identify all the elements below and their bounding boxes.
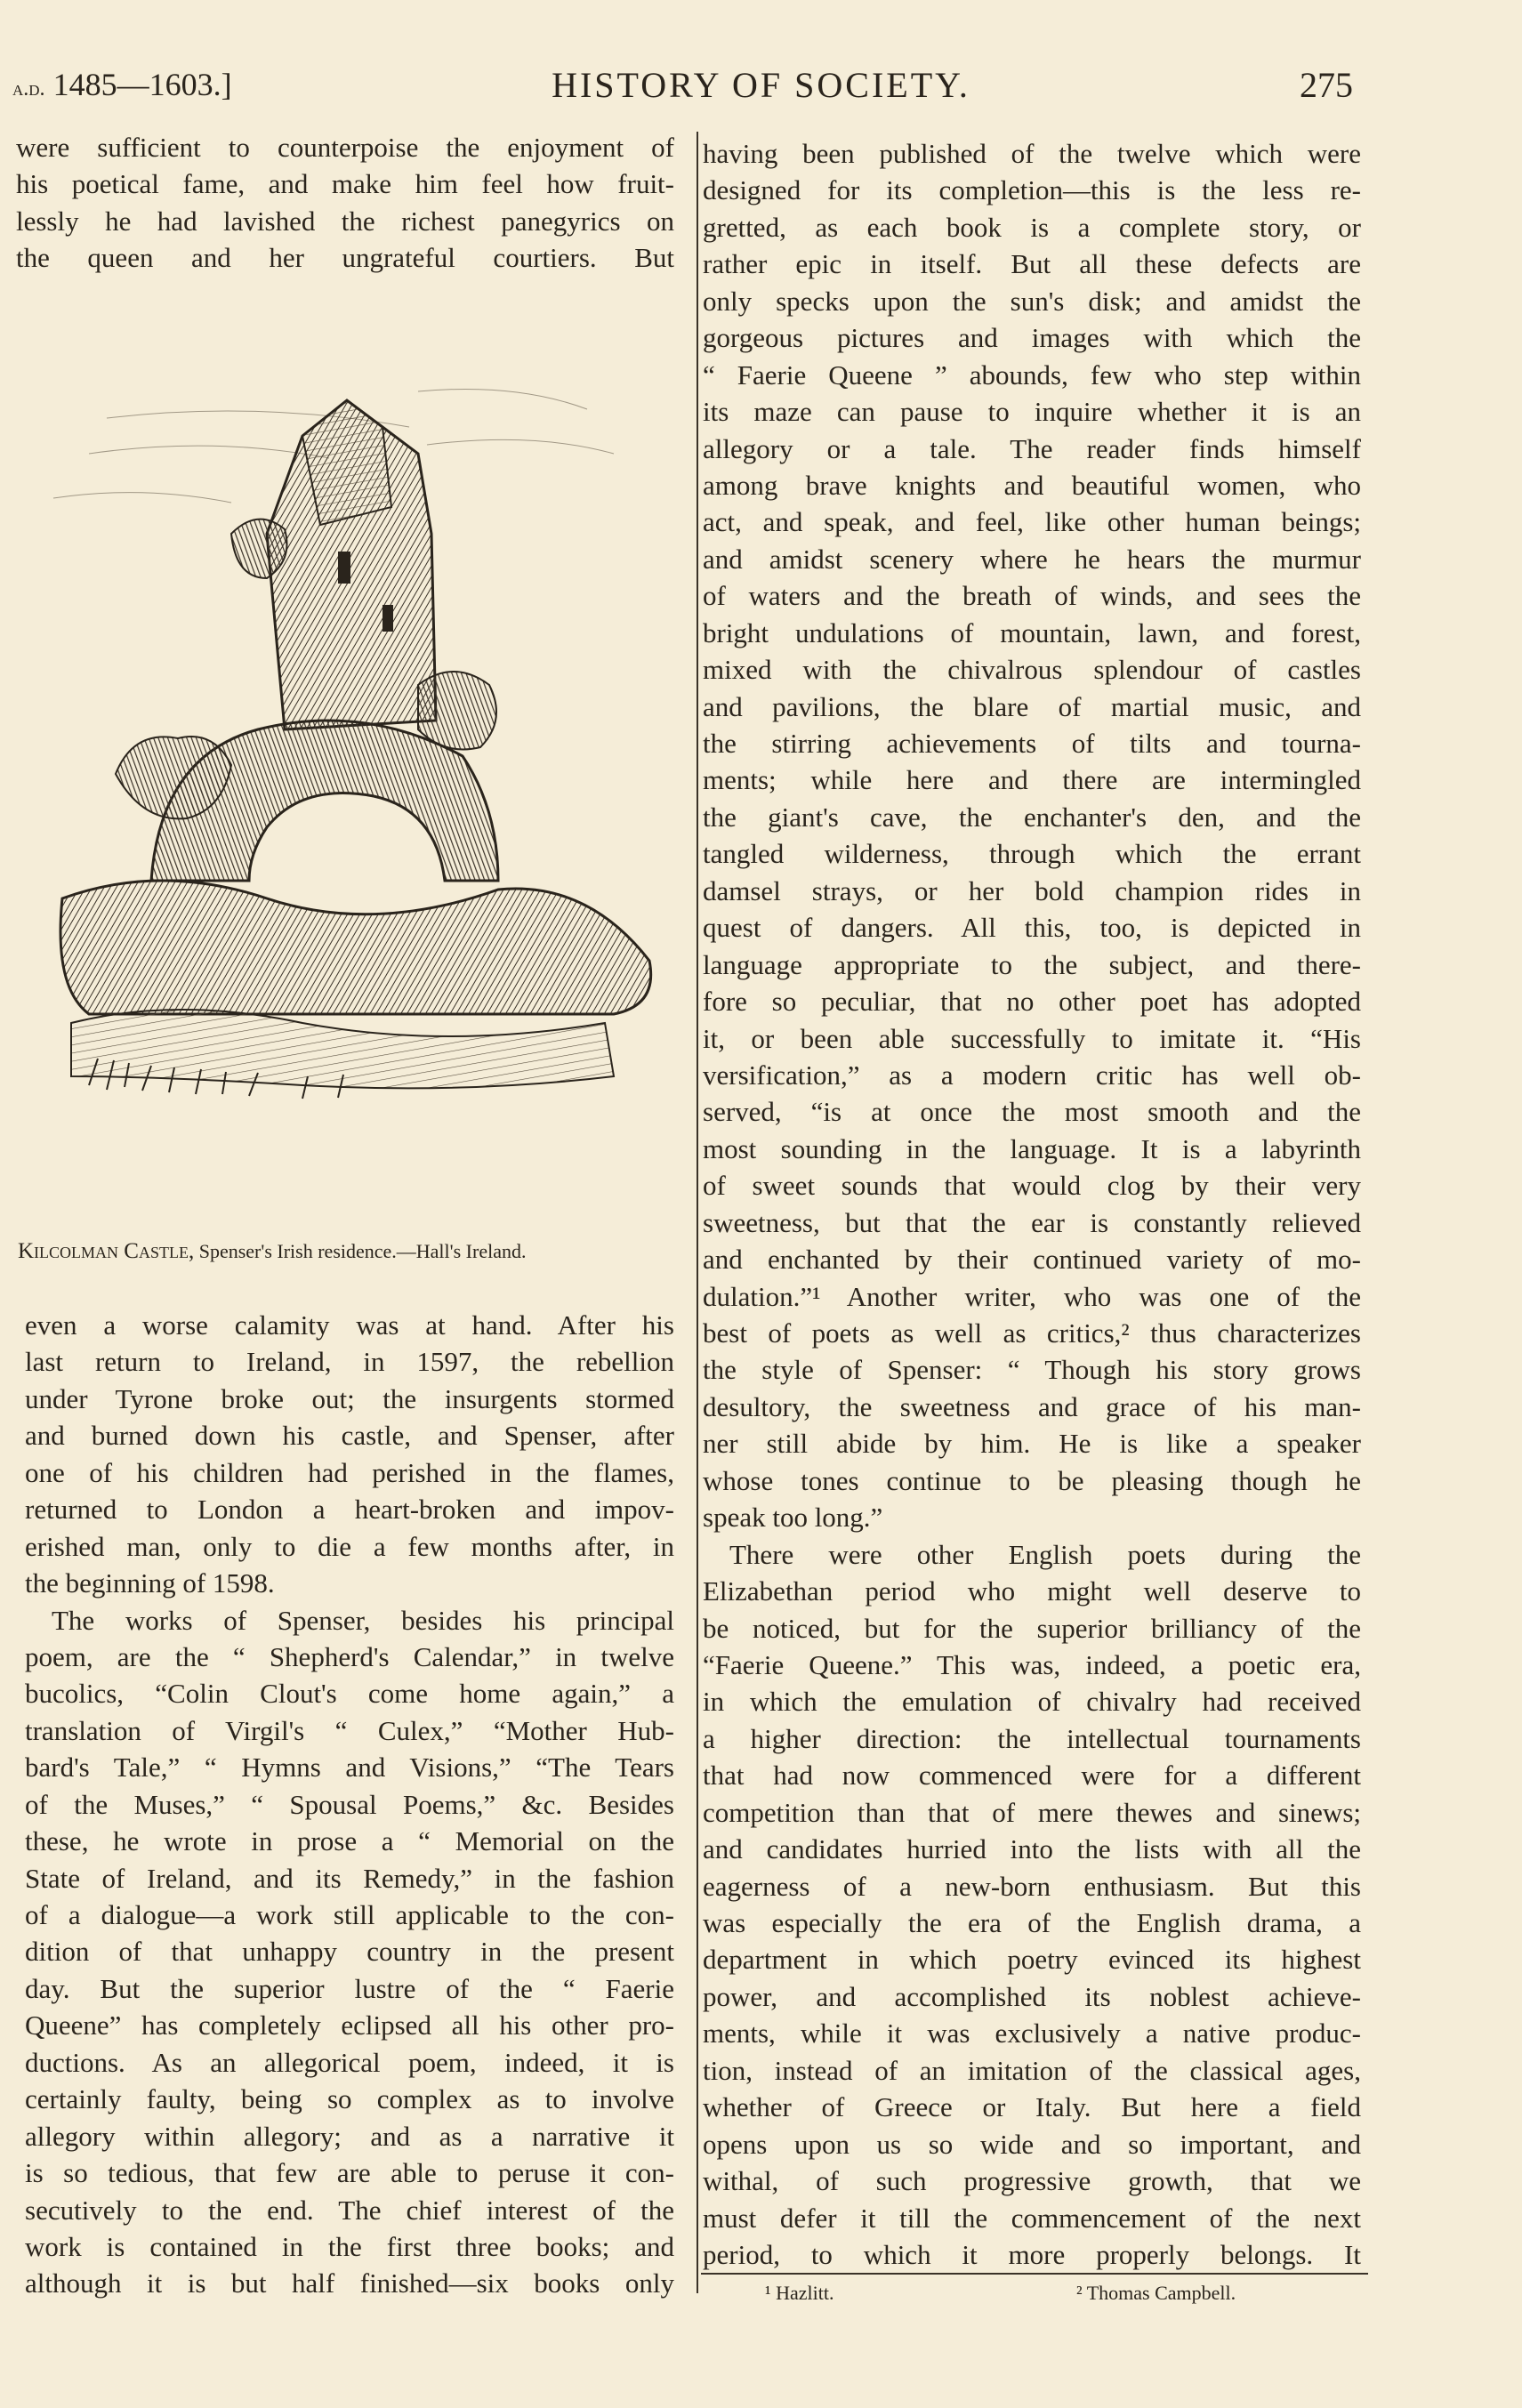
text-line: best of poets as well as critics,² thus characterizes (703, 1317, 1361, 1349)
text-line: the stirring achievements of tilts and tourna- (703, 728, 1361, 759)
text-line: in which the emulation of chivalry had received (703, 1686, 1361, 1718)
text-line: were sufficient to counterpoise the enjoyment of (16, 132, 674, 163)
text-line: last return to Ireland, in 1597, the rebellion (25, 1346, 674, 1378)
text-line: speak too long.” (703, 1502, 883, 1534)
caption-desc: Spenser's Irish residence.—Hall's Ireland. (194, 1240, 527, 1262)
text-line: period, to which it more properly belongs. It (703, 2238, 1361, 2270)
text-line: versification,” as a modern critic has well ob- (703, 1059, 1361, 1091)
castle-engraving (36, 311, 676, 1201)
text-line: of sweet sounds that would clog by their very (703, 1170, 1361, 1202)
text-line: most sounding in the language. It is a labyrinth (703, 1132, 1361, 1164)
text-line: day. But the superior lustre of the “ Faerie (25, 1972, 674, 2004)
text-line: ductions. As an allegorical poem, indeed, it is (25, 2046, 674, 2078)
text-line: be noticed, but for the superior brilliancy of the (703, 1612, 1361, 1644)
running-header (0, 60, 1522, 114)
column-divider (697, 132, 698, 2293)
text-line: it, or been able successfully to imitate it. “His (703, 1022, 1361, 1054)
text-line: of a dialogue—a work still applicable to the con- (25, 1899, 674, 1930)
text-line: gretted, as each book is a complete story, or (703, 211, 1361, 243)
text-line: bard's Tale,” “ Hymns and Visions,” “The Tears (25, 1752, 674, 1784)
text-line: the queen and her ungrateful courtiers. But (16, 242, 674, 274)
illustration-caption (18, 1239, 676, 1264)
text-line: the style of Spenser: “ Though his story grows (703, 1354, 1361, 1386)
text-line: his poetical fame, and make him feel how fruit- (16, 168, 674, 200)
text-line: language appropriate to the subject, and there- (703, 948, 1361, 980)
text-line: quest of dangers. All this, too, is depicted in (703, 912, 1361, 944)
text-line: served, “is at once the most smooth and the (703, 1096, 1361, 1128)
text-line: of the Muses,” “ Spousal Poems,” &c. Besides (25, 1788, 674, 1820)
text-line: under Tyrone broke out; the insurgents stormed (25, 1382, 674, 1414)
text-line: ments; while here and there are intermingled (703, 764, 1361, 796)
text-line: power, and accomplished its noblest achieve- (703, 1980, 1361, 2012)
footnote-1: ¹ Hazlitt. (765, 2282, 834, 2304)
text-line: designed for its completion—this is the less re- (703, 174, 1361, 206)
footnote-2: ² Thomas Campbell. (1076, 2282, 1236, 2304)
text-line: act, and speak, and feel, like other human beings; (703, 506, 1361, 538)
text-line: returned to London a heart-broken and impov- (25, 1494, 674, 1526)
text-line: certainly faulty, being so complex as to involve (25, 2083, 674, 2115)
text-line: withal, of such progressive growth, that we (703, 2165, 1361, 2197)
text-line: although it is but half finished—six books only (25, 2267, 674, 2299)
text-line: fore so peculiar, that no other poet has adopted (703, 986, 1361, 1018)
header-date-range: a.d. 1485—1603.] (12, 67, 232, 102)
text-line: eagerness of a new-born enthusiasm. But this (703, 1870, 1361, 1902)
text-line: opens upon us so wide and so important, and (703, 2128, 1361, 2160)
text-line: of waters and the breath of winds, and sees the (703, 580, 1361, 612)
text-line: mixed with the chivalrous splendour of castles (703, 654, 1361, 686)
text-line: must defer it till the commencement of the next (703, 2202, 1361, 2234)
text-line: tangled wilderness, through which the errant (703, 838, 1361, 870)
text-line: department in which poetry evinced its highest (703, 1944, 1361, 1976)
footnote-divider (701, 2273, 1368, 2275)
text-line: even a worse calamity was at hand. After his (25, 1309, 674, 1341)
text-line: “ Faerie Queene ” abounds, few who step within (703, 358, 1361, 391)
text-line: only specks upon the sun's disk; and amidst the (703, 285, 1361, 317)
text-line: and burned down his castle, and Spenser, after (25, 1420, 674, 1452)
text-line: dition of that unhappy country in the present (25, 1936, 674, 1968)
text-line: the beginning of 1598. (25, 1567, 275, 1599)
text-line: translation of Virgil's “ Culex,” “Mother Hub- (25, 1714, 674, 1746)
left-column-top (16, 129, 674, 277)
text-line: one of his children had perished in the flames, (25, 1456, 674, 1488)
text-line: allegory within allegory; and as a narrative it (25, 2120, 674, 2152)
text-line: work is contained in the first three books; and (25, 2230, 674, 2262)
text-line: and candidates hurried into the lists with all the (703, 1833, 1361, 1865)
text-line: damsel strays, or her bold champion rides in (703, 874, 1361, 906)
text-line: bright undulations of mountain, lawn, and forest, (703, 616, 1361, 648)
text-line: rather epic in itself. But all these defects are (703, 248, 1361, 280)
text-line: was especially the era of the English drama, a (703, 1907, 1361, 1938)
text-line: is so tedious, that few are able to peruse it con- (25, 2157, 674, 2189)
page-number: 275 (1300, 65, 1353, 105)
text-line: tion, instead of an imitation of the classical ages, (703, 2054, 1361, 2086)
text-line: and enchanted by their continued variety of mo- (703, 1244, 1361, 1276)
text-line: poem, are the “ Shepherd's Calendar,” in twelve (25, 1640, 674, 1672)
text-line: allegory or a tale. The reader finds himself (703, 432, 1361, 464)
text-line: and amidst scenery where he hears the murmur (703, 543, 1361, 575)
text-line: State of Ireland, and its Remedy,” in the fashion (25, 1862, 674, 1894)
right-column (703, 135, 1361, 2273)
text-line: secutively to the end. The chief interest of the (25, 2194, 674, 2226)
caption-title: Kilcolman Castle, (18, 1239, 195, 1263)
text-line: having been published of the twelve which were (703, 138, 1361, 169)
text-line: lessly he had lavished the richest panegyrics on (16, 205, 674, 237)
text-line: competition than that of mere thewes and sinews; (703, 1796, 1361, 1828)
text-line: among brave knights and beautiful women, who (703, 469, 1361, 501)
text-line: Queene” has completely eclipsed all his other pro- (25, 2009, 674, 2042)
text-line: sweetness, but that the ear is constantly relieved (703, 1206, 1361, 1238)
text-line: whose tones continue to be pleasing though he (703, 1464, 1361, 1496)
text-line: that had now commenced were for a different (703, 1760, 1361, 1792)
text-line: its maze can pause to inquire whether it is an (703, 396, 1361, 428)
text-line: ments, while it was exclusively a native produc- (703, 2017, 1361, 2050)
text-line: whether of Greece or Italy. But here a field (703, 2091, 1361, 2123)
text-line: ner still abide by him. He is like a speaker (703, 1428, 1361, 1460)
text-line: There were other English poets during the (729, 1538, 1361, 1570)
text-line: a higher direction: the intellectual tournaments (703, 1722, 1361, 1754)
text-line: The works of Spenser, besides his principal (52, 1604, 674, 1636)
text-line: Elizabethan period who might well deserve to (703, 1575, 1361, 1607)
text-line: “Faerie Queene.” This was, indeed, a poetic era, (703, 1648, 1361, 1680)
left-column-bottom (25, 1307, 674, 2302)
text-line: and pavilions, the blare of martial music, and (703, 690, 1361, 722)
text-line: bucolics, “Colin Clout's come home again,” a (25, 1678, 674, 1710)
text-line: erished man, only to die a few months after, in (25, 1530, 674, 1562)
text-line: these, he wrote in prose a “ Memorial on the (25, 1825, 674, 1857)
text-line: desultory, the sweetness and grace of his man- (703, 1390, 1361, 1422)
text-line: dulation.”¹ Another writer, who was one of the (703, 1280, 1361, 1312)
text-line: the giant's cave, the enchanter's den, and the (703, 801, 1361, 833)
header-title: HISTORY OF SOCIETY. (552, 65, 970, 105)
text-line: gorgeous pictures and images with which the (703, 322, 1361, 354)
